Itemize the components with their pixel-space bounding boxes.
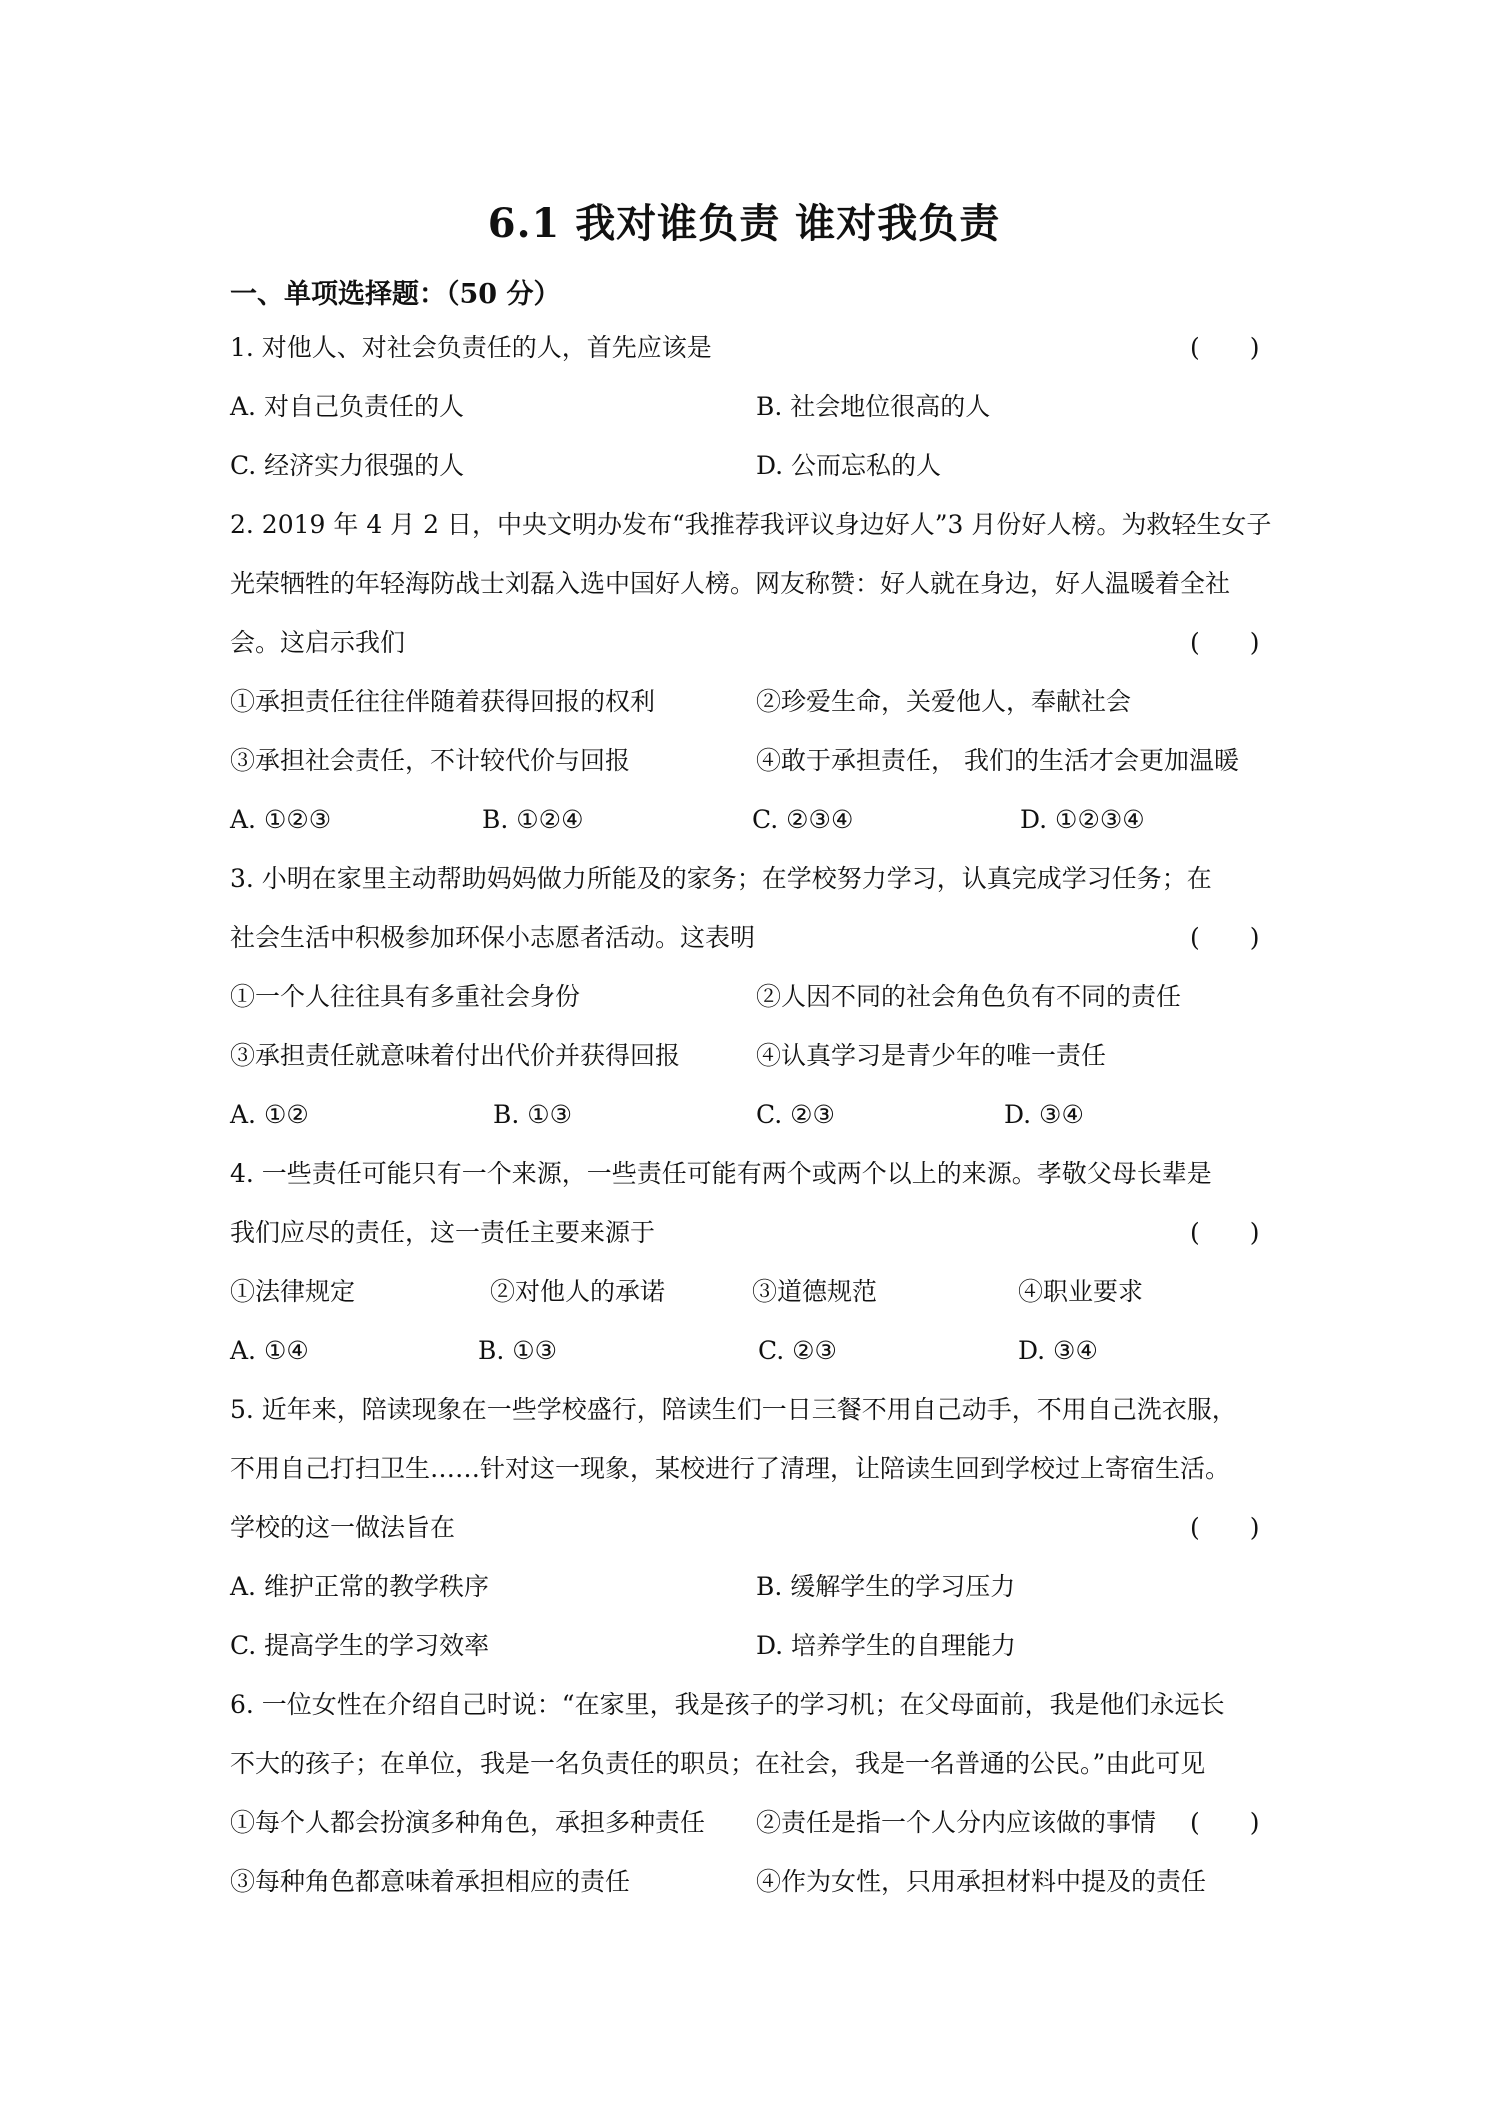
q2-item-4: ④敢于承担责任， 我们的生活才会更加温暖 (756, 746, 1239, 775)
q3-item-3: ③承担责任就意味着付出代价并获得回报 (230, 1041, 681, 1070)
answer-bracket-4: ( ) (1190, 1218, 1260, 1247)
answer-bracket-5: ( ) (1190, 1513, 1260, 1542)
question-6-stem-line-1: 6. 一位女性在介绍自己时说：“在家里，我是孩子的学习机；在父母面前，我是他们永远长 (230, 1690, 1225, 1719)
answer-bracket-1: ( ) (1190, 333, 1260, 362)
question-5-stem-line-3: 学校的这一做法旨在 (230, 1513, 456, 1542)
q4-item-1: ①法律规定 (230, 1277, 356, 1306)
q2-option-b: B. ①②④ (482, 805, 584, 834)
q3-item-2: ②人因不同的社会角色负有不同的责任 (756, 982, 1182, 1011)
q5-option-d: D. 培养学生的自理能力 (756, 1631, 1017, 1660)
section-heading: 一、单项选择题：（50 分） (230, 279, 561, 310)
answer-bracket-3: ( ) (1190, 923, 1260, 952)
q4-option-c: C. ②③ (758, 1336, 837, 1365)
question-2-stem-line-3: 会。这启示我们 (230, 628, 406, 657)
q5-option-b: B. 缓解学生的学习压力 (756, 1572, 1016, 1601)
q6-item-2: ②责任是指一个人分内应该做的事情 (756, 1808, 1157, 1837)
q2-option-d: D. ①②③④ (1020, 805, 1145, 834)
q4-item-3: ③道德规范 (752, 1277, 878, 1306)
question-4-stem-line-2: 我们应尽的责任，这一责任主要来源于 (230, 1218, 656, 1247)
question-5-stem-line-1: 5. 近年来，陪读现象在一些学校盛行，陪读生们一日三餐不用自己动手，不用自己洗衣服， (230, 1395, 1237, 1424)
q6-item-3: ③每种角色都意味着承担相应的责任 (230, 1867, 631, 1896)
q3-option-d: D. ③④ (1004, 1100, 1084, 1129)
q3-option-b: B. ①③ (493, 1100, 573, 1129)
q5-option-a: A. 维护正常的教学秩序 (230, 1572, 489, 1601)
q2-item-3: ③承担社会责任，不计较代价与回报 (230, 746, 631, 775)
question-2-stem-line-2: 光荣牺牲的年轻海防战士刘磊入选中国好人榜。网友称赞：好人就在身边，好人温暖着全社 (230, 569, 1231, 598)
q2-option-a: A. ①②③ (230, 805, 332, 834)
q4-item-4: ④职业要求 (1018, 1277, 1144, 1306)
q6-item-4: ④作为女性，只用承担材料中提及的责任 (756, 1867, 1207, 1896)
q3-option-c: C. ②③ (756, 1100, 835, 1129)
question-3-stem-line-1: 3. 小明在家里主动帮助妈妈做力所能及的家务；在学校努力学习，认真完成学习任务；在 (230, 864, 1212, 893)
question-1-stem: 1. 对他人、对社会负责任的人，首先应该是 (230, 333, 712, 362)
q5-option-c: C. 提高学生的学习效率 (230, 1631, 490, 1660)
question-2-stem-line-1: 2. 2019 年 4 月 2 日，中央文明办发布“我推荐我评议身边好人”3 月份好人榜。为救轻生女子 (230, 510, 1272, 539)
q2-option-c: C. ②③④ (752, 805, 854, 834)
page-title: 6.1 我对谁负责 谁对我负责 (487, 200, 1001, 247)
q4-option-b: B. ①③ (478, 1336, 558, 1365)
q2-item-2: ②珍爱生命，关爱他人，奉献社会 (756, 687, 1132, 716)
question-3-stem-line-2: 社会生活中积极参加环保小志愿者活动。这表明 (230, 923, 756, 952)
answer-bracket-2: ( ) (1190, 628, 1260, 657)
q3-option-a: A. ①② (230, 1100, 309, 1129)
q4-option-a: A. ①④ (230, 1336, 309, 1365)
q1-option-b: B. 社会地位很高的人 (756, 392, 991, 421)
answer-bracket-6: ( ) (1190, 1808, 1260, 1837)
q2-item-1: ①承担责任往往伴随着获得回报的权利 (230, 687, 656, 716)
q1-option-a: A. 对自己负责任的人 (230, 392, 464, 421)
q1-option-d: D. 公而忘私的人 (756, 451, 942, 480)
q3-item-1: ①一个人往往具有多重社会身份 (230, 982, 581, 1011)
question-4-stem-line-1: 4. 一些责任可能只有一个来源，一些责任可能有两个或两个以上的来源。孝敬父母长辈是 (230, 1159, 1212, 1188)
question-5-stem-line-2: 不用自己打扫卫生……针对这一现象，某校进行了清理，让陪读生回到学校过上寄宿生活。 (230, 1454, 1231, 1483)
q6-item-1: ①每个人都会扮演多种角色，承担多种责任 (230, 1808, 706, 1837)
q4-option-d: D. ③④ (1018, 1336, 1098, 1365)
q3-item-4: ④认真学习是青少年的唯一责任 (756, 1041, 1107, 1070)
q4-item-2: ②对他人的承诺 (490, 1277, 666, 1306)
question-6-stem-line-2: 不大的孩子；在单位，我是一名负责任的职员；在社会，我是一名普通的公民。”由此可见 (230, 1749, 1206, 1778)
q1-option-c: C. 经济实力很强的人 (230, 451, 465, 480)
